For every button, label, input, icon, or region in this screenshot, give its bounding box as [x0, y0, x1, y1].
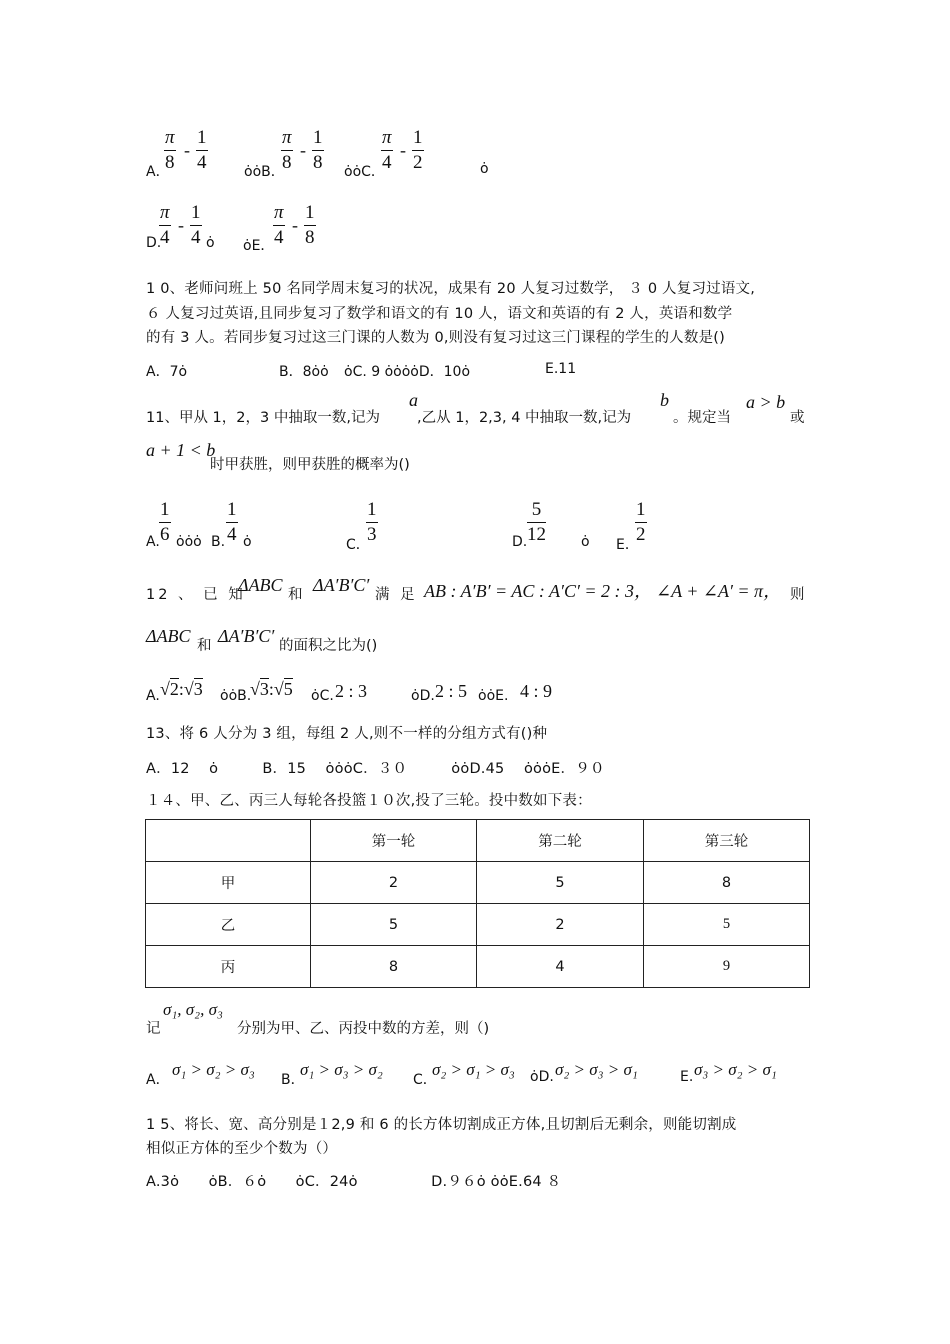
q12-line2-he: 和 — [197, 638, 212, 654]
q14-ji: 记 — [146, 1021, 161, 1037]
q12-angle-condition: ∠A + ∠A′ = π， — [656, 581, 782, 601]
q11-option-a-tail: ȯȯȯ — [176, 534, 202, 550]
table-header-cell — [146, 820, 311, 862]
table-cell: 5 — [477, 862, 644, 904]
q10-line-3: 的有 3 人。若同步复习过这三门课的人数为 0,则没有复习过这三门课程的学生的人数是() — [146, 330, 725, 346]
q11-option-e-frac: $\frac{1}{2}$ — [636, 499, 646, 545]
q11-option-c-label: C． — [346, 537, 370, 553]
q11-option-b-tail: ȯ — [243, 534, 252, 550]
q9-option-a-frac2: $\frac{1}{4}$ — [197, 127, 207, 173]
q11-text-1: 11、甲从 1，2，3 中抽取一数,记为 — [146, 410, 380, 426]
table-cell: 4 — [477, 946, 644, 988]
table-row — [146, 904, 810, 946]
q12-line2-triangle-1: ΔABC — [146, 626, 191, 646]
q14-option-b-label: B． — [281, 1072, 305, 1088]
q9-option-b-frac2: $\frac{1}{8}$ — [313, 127, 323, 173]
table-cell: 丙 — [146, 946, 311, 988]
q14-score-table — [145, 819, 810, 988]
q11-option-d-frac: $\frac{5}{12}$ — [527, 499, 546, 545]
q11-var-b: b — [660, 390, 669, 410]
table-cell: 2 — [477, 904, 644, 946]
q12-prefix: 12 、 已 知 — [146, 587, 246, 603]
q9-option-c-label: ȯȯC． — [344, 164, 385, 180]
q9-option-b-frac1: $\frac{\pi}{8}$ — [282, 127, 292, 173]
q14-option-b-expr: σ₁ > σ₃ > σ₂ — [300, 1060, 383, 1079]
table-header-cell: 第二轮 — [477, 820, 644, 862]
q12-option-c-label: ȯC. — [311, 688, 334, 704]
q12-line2-triangle-2: ΔA′B′C′ — [218, 626, 275, 646]
q9-option-c-op: - — [400, 140, 406, 160]
q14-after-text: 分别为甲、乙、丙投中数的方差，则（) — [237, 1021, 490, 1037]
q10-option-b: B．8ȯȯ — [279, 364, 329, 380]
q9-option-e-frac1: $\frac{\pi}{4}$ — [274, 202, 284, 248]
q12-option-a-expr: √2:√3 — [160, 679, 203, 699]
q12-option-d-expr: 2 : 5 — [435, 681, 468, 701]
q14-option-a-expr: σ₁ > σ₂ > σ₃ — [172, 1060, 255, 1079]
table-header-cell: 第三轮 — [644, 820, 810, 862]
q15-line-2: 相似正方体的至少个数为（） — [146, 1141, 338, 1157]
q13-options: A．12 ȯ B．15 ȯȯȯC．３０ ȯȯD.45 ȯȯȯE．９０ — [146, 761, 605, 777]
q9-option-c-tail: ȯ — [480, 161, 489, 177]
q9-option-a-label: A． — [146, 164, 170, 180]
q11-option-b-label: B. — [211, 534, 226, 550]
q9-option-a-op: - — [184, 140, 190, 160]
table-cell: 5 — [311, 904, 477, 946]
q14-option-c-expr: σ₂ > σ₁ > σ₃ — [432, 1060, 515, 1079]
q9-option-c-frac2: $\frac{1}{2}$ — [413, 127, 423, 173]
table-header-row — [146, 820, 810, 862]
q9-option-d-tail: ȯ — [206, 235, 215, 251]
q14-option-d-expr: σ₂ > σ₃ > σ₁ — [555, 1060, 638, 1079]
q12-option-c-expr: 2 : 3 — [335, 681, 368, 701]
q12-option-b-expr: √3:√5 — [250, 679, 293, 699]
table-cell: 9 — [644, 946, 810, 988]
q9-option-e-label: ȯE． — [243, 238, 275, 254]
q14-sigmas: σ₁, σ₂, σ₃ — [163, 1000, 223, 1019]
table-cell: 甲 — [146, 862, 311, 904]
q14-option-a-label: A． — [146, 1072, 170, 1088]
q12-condition: AB : A′B′ = AC : A′C′ = 2 : 3， — [424, 581, 653, 601]
q12-triangle-1: ΔABC — [238, 575, 283, 595]
q9-option-a-frac1: $\frac{\pi}{8}$ — [165, 127, 175, 173]
q9-option-d-frac1: $\frac{\pi}{4}$ — [160, 202, 170, 248]
q14-option-d-label: ȯD. — [530, 1069, 554, 1085]
q11-var-a: a — [409, 390, 418, 410]
table-header-cell: 第一轮 — [311, 820, 477, 862]
q11-cond-1: a > b — [746, 392, 786, 412]
q12-option-d-label: ȯD. — [411, 688, 435, 704]
table-row — [146, 946, 810, 988]
q11-option-e-label: E． — [616, 537, 639, 553]
q11-text-5: 时甲获胜，则甲获胜的概率为() — [210, 457, 410, 473]
table-cell: 乙 — [146, 904, 311, 946]
q9-option-d-frac2: $\frac{1}{4}$ — [191, 202, 201, 248]
q9-option-b-op: - — [300, 140, 306, 160]
q12-line2-text: 的面积之比为() — [279, 638, 378, 654]
q11-option-a-frac: $\frac{1}{6}$ — [160, 499, 170, 545]
q11-text-2: ,乙从 1，2,3, 4 中抽取一数,记为 — [417, 410, 632, 426]
q11-option-a-label: A. — [146, 534, 160, 550]
q13-text: 13、将 6 人分为 3 组，每组 2 人,则不一样的分组方式有()种 — [146, 726, 548, 742]
q11-option-d-label: D. — [512, 534, 528, 550]
q12-option-e-expr: 4 : 9 — [520, 681, 553, 701]
q12-option-e-label: ȯȯE. — [478, 688, 509, 704]
q11-option-b-frac: $\frac{1}{4}$ — [227, 499, 237, 545]
q15-options: A.3ȯ ȯB．６ȯ ȯC．24ȯ D.９６ȯ ȯȯE.64 ８ — [146, 1174, 562, 1190]
q10-option-a: A．7ȯ — [146, 364, 188, 380]
q9-option-e-frac2: $\frac{1}{8}$ — [305, 202, 315, 248]
q10-line-1: 1 0、老师问班上 50 名同学周末复习的状况，成果有 20 人复习过数学， ３ 0 人复习过语文, — [146, 281, 756, 297]
q11-option-d-tail: ȯ — [581, 534, 590, 550]
q10-option-c-d: ȯC. 9 ȯȯȯȯD．10ȯ — [344, 364, 471, 380]
q15-line-1: 1 5、将长、宽、高分别是１2,9 和 6 的长方体切割成正方体,且切割后无剩余，则能切割成 — [146, 1117, 737, 1133]
q12-ze: 则 — [790, 587, 805, 603]
q14-option-c-label: C． — [413, 1072, 437, 1088]
q12-he: 和 — [288, 587, 303, 603]
q10-line-2: ６ 人复习过英语,且同步复习了数学和语文的有 10 人，语文和英语的有 2 人，英语和数学 — [146, 306, 733, 322]
table-cell: 8 — [311, 946, 477, 988]
q9-option-e-op: - — [292, 215, 298, 235]
q14-option-e-expr: σ₃ > σ₂ > σ₁ — [694, 1060, 777, 1079]
q12-option-a-label: A. — [146, 688, 160, 704]
q11-cond-2: a + 1 < b — [146, 440, 216, 460]
q14-option-e-label: E. — [680, 1069, 694, 1085]
table-row — [146, 862, 810, 904]
table-cell: 8 — [644, 862, 810, 904]
q12-triangle-2: ΔA′B′C′ — [313, 575, 370, 595]
q9-option-c-frac1: $\frac{\pi}{4}$ — [382, 127, 392, 173]
q11-text-3: 。规定当 — [673, 410, 731, 426]
table-cell: 5 — [644, 904, 810, 946]
q9-option-b-label: ȯȯB． — [244, 164, 285, 180]
q9-option-d-op: - — [178, 215, 184, 235]
q11-text-4: 或 — [790, 410, 805, 426]
q11-option-c-frac: $\frac{1}{3}$ — [367, 499, 377, 545]
q9-option-d-label: D. — [146, 235, 162, 251]
q12-option-b-label: ȯȯB. — [220, 688, 252, 704]
q10-option-e: E.11 — [545, 361, 577, 377]
q14-text: １４、甲、乙、丙三人每轮各投篮１０次,投了三轮。投中数如下表： — [146, 793, 592, 809]
q12-manzu: 满 足 — [375, 587, 418, 603]
table-cell: 2 — [311, 862, 477, 904]
